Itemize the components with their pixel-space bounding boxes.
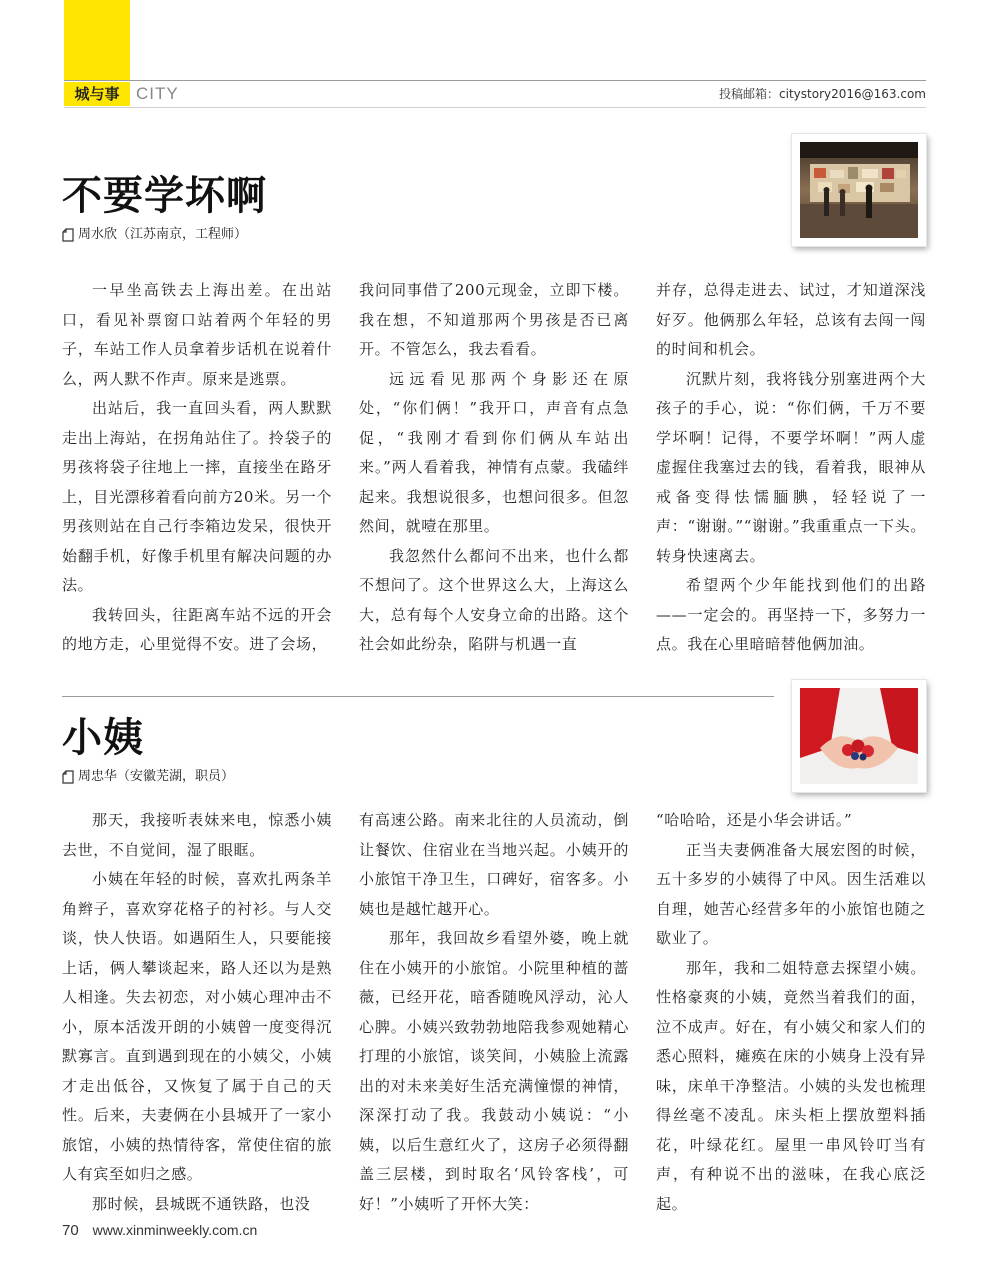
article-byline <box>62 226 247 244</box>
page-number: 70 <box>62 1222 79 1239</box>
text-column <box>359 806 629 1219</box>
paragraph: 一早坐高铁去上海出差。在出站口，看见补票窗口站着两个年轻的男子，车站工作人员拿着步话机在说着什么，两人默不作声。原来是逃票。 <box>62 281 332 388</box>
text-column <box>62 276 332 660</box>
paragraph: 那天，我接听表妹来电，惊悉小姨去世，不自觉间，湿了眼眶。 <box>62 811 332 859</box>
hands-photo <box>800 688 918 784</box>
paragraph: 我问同事借了200元现金，立即下楼。我在想，不知道那两个男孩是否已离开。不管怎么，我去看看。 <box>359 281 629 358</box>
submission-email: 投稿邮箱：citystory2016@163.com <box>719 87 926 101</box>
paragraph: 小姨在年轻的时候，喜欢扎两条羊角辫子，喜欢穿花格子的衬衫。与人交谈，快人快语。如遇陌生人，只要能接上话，俩人攀谈起来，路人还以为是熟人相逢。失去初恋，对小姨心理冲击不小，原本活泼开朗的小姨曾一度变得沉默寡言。直到遇到现在的小姨父，小姨才走出低谷，又恢复了属于自己的天性。后来，夫妻俩在小县城开了一家小旅馆，小姨的热情待客，常使住宿的旅人有宾至如归之感。 <box>62 870 332 1183</box>
article-body <box>62 276 926 660</box>
paragraph: 沉默片刻，我将钱分别塞进两个大孩子的手心，说：“你们俩，千万不要学坏啊！记得，不要学坏啊！”两人虚虚握住我塞过去的钱，看着我，眼神从戒备变得怯懦腼腆，轻轻说了一声：“谢谢。”“谢谢。”我重重点一下头。转身快速离去。 <box>656 369 926 565</box>
stamp-photo-hands <box>792 680 926 792</box>
paragraph: 那年，我回故乡看望外婆，晚上就住在小姨开的小旅馆。小院里种植的蔷薇，已经开花，暗香随晚风浮动，沁人心脾。小姨兴致勃勃地陪我参观她精心打理的小旅馆，谈笑间，小姨脸上流露出的对未来美好生活充满憧憬的神情，深深打动了我。我鼓动小姨说：“小姨，以后生意红火了，这房子必须得翻盖三层楼，到时取名‘风铃客栈’，可好！”小姨听了开怀大笑： <box>359 929 629 1213</box>
article-byline <box>62 768 234 786</box>
article-title: 小姨 <box>62 714 144 761</box>
header-underline <box>64 107 926 108</box>
pen-icon <box>62 770 74 784</box>
article-divider <box>62 696 774 697</box>
header-rule <box>64 80 926 81</box>
yellow-corner-tab <box>64 0 130 80</box>
station-photo <box>800 142 918 238</box>
paragraph: 远远看见那两个身影还在原处，“你们俩！”我开口，声音有点急促，“我刚才看到你们俩从车站出来。”两人看着我，神情有点蒙。我磕绊起来。我想说很多，也想问很多。但忽然间，就噎在那里。 <box>359 369 629 535</box>
pen-icon <box>62 228 74 242</box>
section-label: 城与事 <box>64 82 130 106</box>
byline-text: 周忠华（安徽芜湖，职员） <box>78 769 235 784</box>
paragraph: “哈哈哈，还是小华会讲话。” <box>656 811 853 829</box>
page-header <box>64 82 926 108</box>
section-label-en: CITY <box>136 84 179 103</box>
text-column <box>656 276 926 660</box>
website-link[interactable]: www.xinminweekly.com.cn <box>92 1222 258 1238</box>
page-footer <box>62 1222 257 1239</box>
paragraph: 我忽然什么都问不出来，也什么都不想问了。这个世界这么大，上海这么大，总有每个人安身立命的出路。这个社会如此纷杂，陷阱与机遇一直 <box>359 546 629 653</box>
article-title: 不要学坏啊 <box>62 172 267 219</box>
paragraph: 我转回头，往距离车站不远的开会的地方走，心里觉得不安。进了会场， <box>62 605 332 653</box>
paragraph: 有高速公路。南来北往的人员流动，倒让餐饮、住宿业在当地兴起。小姨开的小旅馆干净卫生，口碑好，宿客多。小姨也是越忙越开心。 <box>359 811 629 918</box>
text-column <box>62 806 332 1219</box>
paragraph: 那时候，县城既不通铁路，也没 <box>92 1194 311 1213</box>
paragraph: 并存，总得走进去、试过，才知道深浅好歹。他俩那么年轻，总该有去闯一闯的时间和机会。 <box>656 281 926 358</box>
article-body <box>62 806 926 1219</box>
stamp-photo-station <box>792 134 926 246</box>
paragraph: 出站后，我一直回头看，两人默默走出上海站，在拐角站住了。拎袋子的男孩将袋子往地上一摔，直接坐在路牙上，目光漂移着看向前方20米。另一个男孩则站在自己行李箱边发呆，很快开始翻手机，好像手机里有解决问题的办法。 <box>62 399 332 594</box>
byline-text: 周水欣（江苏南京，工程师） <box>78 227 248 242</box>
text-column <box>359 276 629 660</box>
paragraph: 希望两个少年能找到他们的出路——一定会的。再坚持一下，多努力一点。我在心里暗暗替他俩加油。 <box>656 576 926 653</box>
paragraph: 正当夫妻俩准备大展宏图的时候，五十多岁的小姨得了中风。因生活难以自理，她苦心经营多年的小旅馆也随之歇业了。 <box>656 840 926 947</box>
paragraph: 那年，我和二姐特意去探望小姨。性格豪爽的小姨，竟然当着我们的面，泣不成声。好在，有小姨父和家人们的悉心照料，瘫痪在床的小姨身上没有异味，床单干净整洁。小姨的头发也梳理得丝毫不凌乱。床头柜上摆放塑料插花，叶绿花红。屋里一串风铃叮当有声，有种说不出的滋味，在我心底泛起。 <box>656 958 926 1213</box>
text-column <box>656 806 926 1219</box>
